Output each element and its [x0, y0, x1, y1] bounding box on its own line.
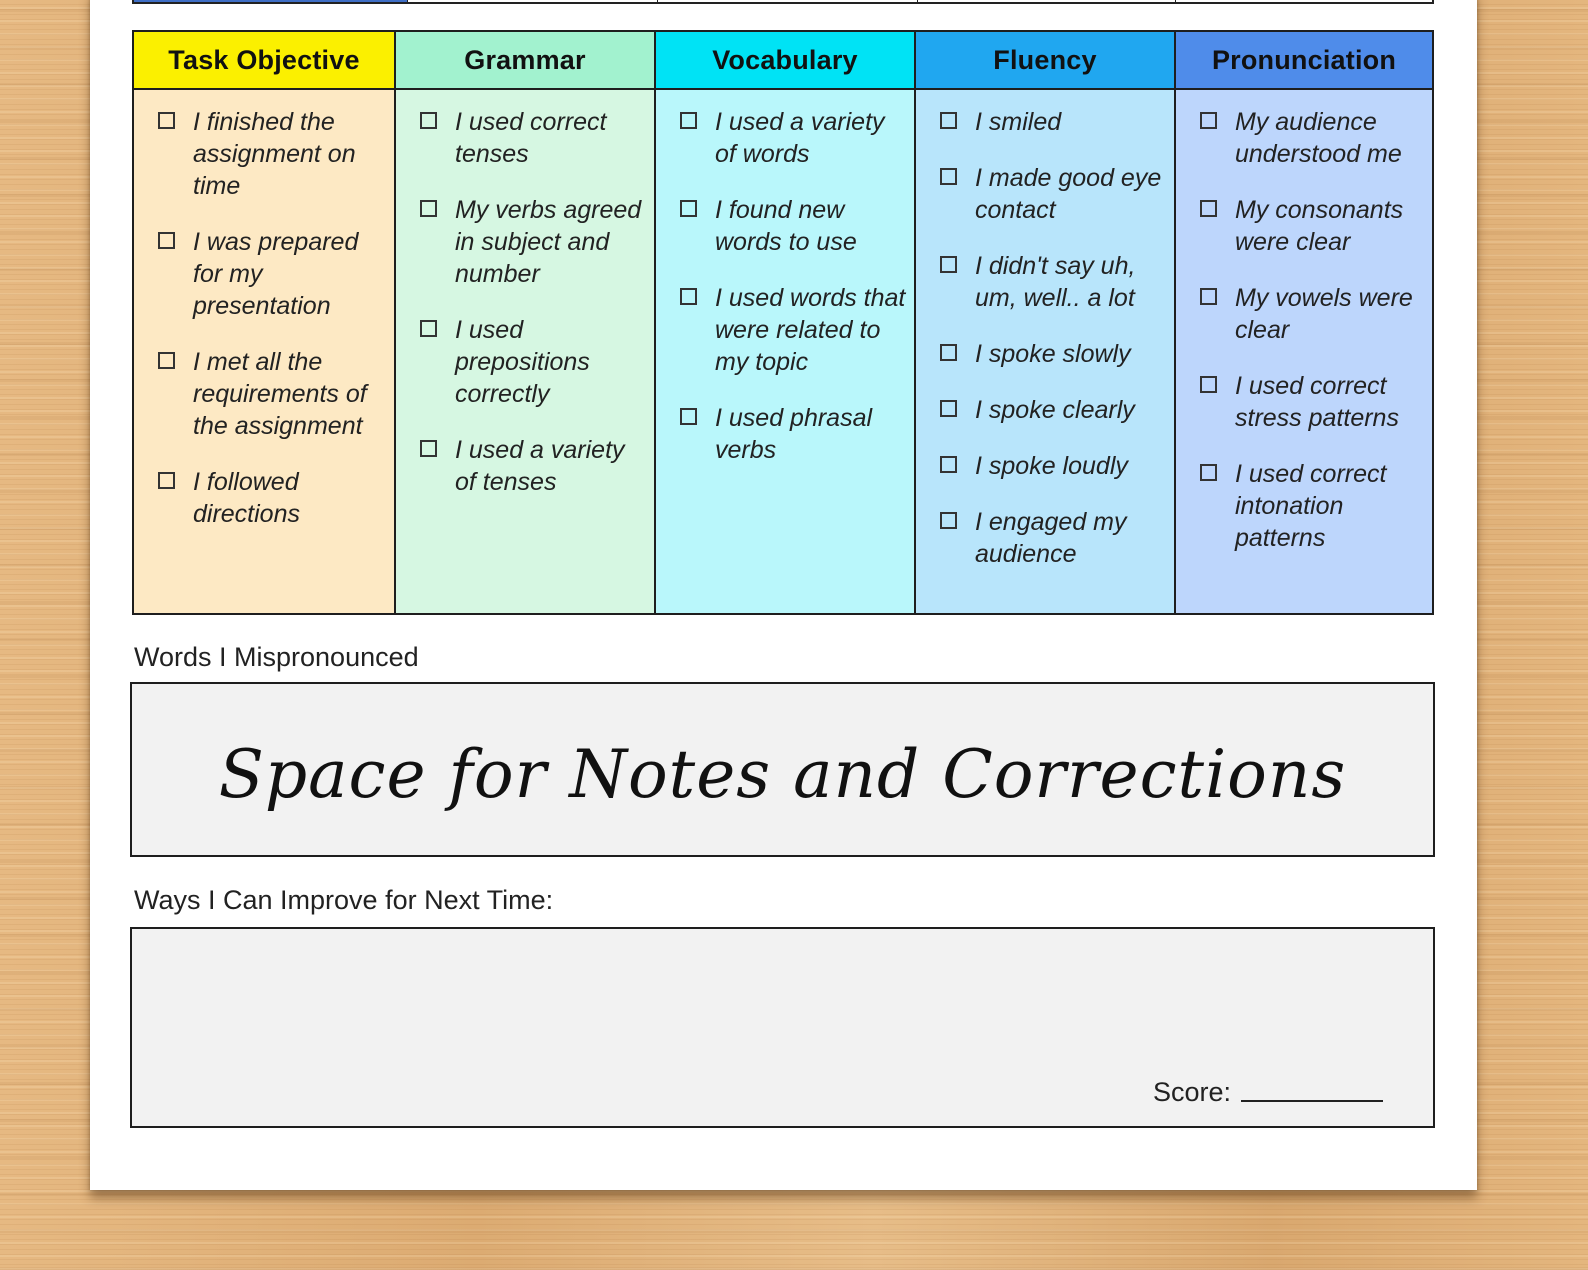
- checkbox[interactable]: [158, 472, 175, 489]
- checklist-item-label: I used prepositions correctly: [455, 316, 590, 408]
- checkbox[interactable]: [1200, 112, 1217, 129]
- checklist-item-label: My consonants were clear: [1235, 196, 1404, 256]
- checkbox[interactable]: [420, 320, 437, 337]
- checklist-item[interactable]: [940, 250, 1166, 314]
- mispronounced-words-label: Words I Mispronounced: [134, 642, 419, 672]
- column-body-pronunciation: [1176, 90, 1432, 613]
- checkbox[interactable]: [940, 344, 957, 361]
- checklist-item[interactable]: [680, 106, 906, 170]
- checklist-item-label: I found new words to use: [715, 196, 857, 256]
- worksheet-page: [90, 0, 1477, 1190]
- checkbox[interactable]: [940, 512, 957, 529]
- checklist-item-label: I spoke clearly: [975, 396, 1135, 424]
- checklist-item[interactable]: [1200, 282, 1424, 346]
- checklist-item-label: I spoke loudly: [975, 452, 1128, 480]
- checklist-item[interactable]: [940, 106, 1166, 138]
- checklist-item[interactable]: [940, 338, 1166, 370]
- previous-table-row: [132, 0, 1434, 4]
- checklist-item-label: I finished the assignment on time: [193, 108, 356, 200]
- checklist-item-label: I used words that were related to my topic: [715, 284, 906, 376]
- checkbox[interactable]: [1200, 288, 1217, 305]
- column-header-pronunciation: Pronunciation: [1176, 32, 1432, 90]
- checklist-item[interactable]: [158, 466, 386, 530]
- improvement-box[interactable]: [130, 927, 1435, 1128]
- checklist-item-label: I spoke slowly: [975, 340, 1131, 368]
- checkbox[interactable]: [680, 112, 697, 129]
- checklist-item-label: I met all the requirements of the assignment: [193, 348, 367, 440]
- checklist-item[interactable]: [940, 506, 1166, 570]
- column-header-vocabulary: Vocabulary: [656, 32, 914, 90]
- checklist-item-label: I smiled: [975, 108, 1062, 136]
- column-grammar: [396, 32, 656, 613]
- column-vocabulary: [656, 32, 916, 613]
- checklist-item[interactable]: [940, 450, 1166, 482]
- checkbox[interactable]: [940, 456, 957, 473]
- checkbox[interactable]: [680, 288, 697, 305]
- checkbox[interactable]: [1200, 376, 1217, 393]
- column-header-grammar: Grammar: [396, 32, 654, 90]
- checklist-item-label: I engaged my audience: [975, 508, 1127, 568]
- checklist-item[interactable]: [1200, 194, 1424, 258]
- checklist-item[interactable]: [420, 314, 646, 410]
- previous-row-cell: [918, 0, 1176, 2]
- checklist-item-label: I used correct stress patterns: [1235, 372, 1399, 432]
- checkbox[interactable]: [158, 352, 175, 369]
- checklist-item[interactable]: [420, 434, 646, 498]
- column-pronunciation: [1176, 32, 1432, 613]
- score-field[interactable]: [1153, 1077, 1383, 1108]
- checklist-item[interactable]: [420, 106, 646, 170]
- checkbox[interactable]: [158, 112, 175, 129]
- checkbox[interactable]: [940, 400, 957, 417]
- checklist-item[interactable]: [158, 106, 386, 202]
- checklist-item[interactable]: [1200, 458, 1424, 554]
- checkbox[interactable]: [940, 168, 957, 185]
- checklist-item-label: My audience understood me: [1235, 108, 1402, 168]
- checklist-item-label: I followed directions: [193, 468, 300, 528]
- checkbox[interactable]: [420, 200, 437, 217]
- checklist-item[interactable]: [680, 194, 906, 258]
- checkbox[interactable]: [420, 440, 437, 457]
- checklist-item[interactable]: [158, 226, 386, 322]
- checkbox[interactable]: [1200, 200, 1217, 217]
- checklist-item-label: I used correct tenses: [455, 108, 607, 168]
- column-body-grammar: [396, 90, 654, 613]
- column-body-vocabulary: [656, 90, 914, 613]
- checklist-item[interactable]: [680, 402, 906, 466]
- checklist-item-label: I didn't say uh, um, well.. a lot: [975, 252, 1136, 312]
- checklist-item[interactable]: [680, 282, 906, 378]
- checkbox[interactable]: [680, 408, 697, 425]
- column-task-objective: [134, 32, 396, 613]
- previous-row-cell: [658, 0, 918, 2]
- score-blank-line[interactable]: [1241, 1100, 1383, 1102]
- column-body-fluency: [916, 90, 1174, 613]
- column-header-task-objective: Task Objective: [134, 32, 394, 90]
- checkbox[interactable]: [158, 232, 175, 249]
- checklist-item[interactable]: [940, 162, 1166, 226]
- column-body-task-objective: [134, 90, 394, 613]
- checkbox[interactable]: [420, 112, 437, 129]
- checkbox[interactable]: [1200, 464, 1217, 481]
- checkbox[interactable]: [940, 256, 957, 273]
- checklist-item-label: I used phrasal verbs: [715, 404, 873, 464]
- self-assessment-rubric: [132, 30, 1434, 615]
- checklist-item[interactable]: [1200, 370, 1424, 434]
- checklist-item-label: I used a variety of words: [715, 108, 885, 168]
- column-header-fluency: Fluency: [916, 32, 1174, 90]
- score-label: Score:: [1152, 1077, 1231, 1107]
- checkbox[interactable]: [940, 112, 957, 129]
- improvement-label: Ways I Can Improve for Next Time:: [134, 885, 554, 915]
- checklist-item-label: I was prepared for my presentation: [193, 228, 359, 320]
- checklist-item-label: My verbs agreed in subject and number: [455, 196, 642, 288]
- previous-row-cell: [134, 0, 408, 2]
- checklist-item-label: I used a variety of tenses: [455, 436, 625, 496]
- checkbox[interactable]: [680, 200, 697, 217]
- checklist-item[interactable]: [1200, 106, 1424, 170]
- previous-row-cell: [1176, 0, 1432, 2]
- checklist-item-label: My vowels were clear: [1235, 284, 1413, 344]
- mispronounced-words-box[interactable]: [130, 682, 1435, 857]
- checklist-item[interactable]: [420, 194, 646, 290]
- checklist-item-label: I used correct intonation patterns: [1235, 460, 1387, 552]
- checklist-item[interactable]: [940, 394, 1166, 426]
- previous-row-cell: [408, 0, 658, 2]
- checklist-item[interactable]: [158, 346, 386, 442]
- checklist-item-label: I made good eye contact: [975, 164, 1162, 224]
- column-fluency: [916, 32, 1176, 613]
- notes-placeholder-text: Space for Notes and Corrections: [218, 736, 1347, 813]
